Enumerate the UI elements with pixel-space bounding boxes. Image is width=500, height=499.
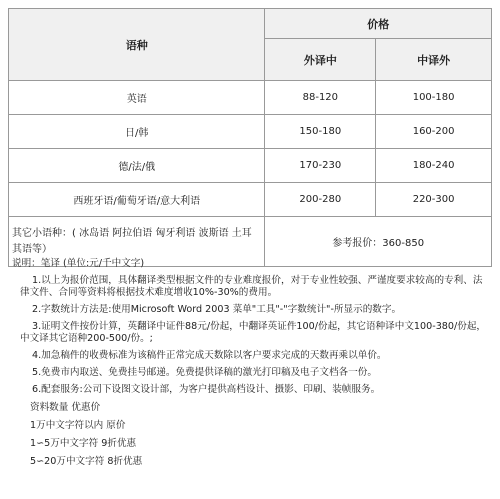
price-table [8, 8, 492, 267]
table-row [9, 115, 492, 149]
row-price-in: 88-120 [265, 81, 376, 115]
note-item: 4.加急稿件的收费标准为该稿件正常完成天数除以客户要求完成的天数再乘以单价。 [32, 350, 387, 361]
note-item: 6.配套服务:公司下设图文设计部，为客户提供高档设计、摄影、印刷、装帧服务。 [32, 384, 381, 395]
header-language: 语种 [9, 9, 265, 81]
row-price-in: 150-180 [265, 115, 376, 149]
row-language: 西班牙语/葡萄牙语/意大利语 [9, 183, 265, 217]
note-item: 1.以上为报价范围，具体翻译类型根据文件的专业难度报价，对于专业性较强、严谨度要求较高的专利、法律文件、合同等资料将根据技术难度增收10%-30%的费用。 [20, 275, 483, 298]
table-row [9, 81, 492, 115]
header-chinese-to-foreign: 中译外 [376, 39, 492, 81]
header-foreign-to-chinese: 外译中 [265, 39, 376, 81]
table-row [9, 183, 492, 217]
notes-section [12, 258, 492, 468]
discount-item: 1∽5万中文字符 9折优惠 [30, 438, 137, 449]
row-language: 日/韩 [9, 115, 265, 149]
row-price-out: 160-200 [376, 115, 492, 149]
row-language: 英语 [9, 81, 265, 115]
discount-item: 1万中文字符以内 原价 [30, 420, 126, 431]
note-item: 2.字数统计方法是:使用Microsoft Word 2003 菜单"工具"-"字数统计"-所显示的数字。 [32, 304, 402, 315]
notes-heading: 说明：笔译 (单位:元/千中文字) [12, 258, 145, 269]
note-item: 3.证明文件按份计算，英翻译中证件88元/份起，中翻译英证件100/份起，其它语种译中文100-380/份起，中文译其它语种200-500/份。; [20, 321, 487, 344]
other-languages: 其它小语种：( 冰岛语 阿拉伯语 匈牙利语 波斯语 土耳其语等） [9, 217, 265, 267]
row-price-out: 180-240 [376, 149, 492, 183]
row-language: 德/法/俄 [9, 149, 265, 183]
note-item: 5.免费市内取送、免费挂号邮递。免费提供译稿的激光打印稿及电子文档各一份。 [32, 367, 377, 378]
row-price-in: 200-280 [265, 183, 376, 217]
discount-item: 5∽20万中文字符 8折优惠 [30, 456, 143, 467]
table-row [9, 149, 492, 183]
row-price-out: 220-300 [376, 183, 492, 217]
discount-title: 资料数量 优惠价 [30, 402, 101, 413]
row-price-in: 170-230 [265, 149, 376, 183]
other-reference-price: 参考报价：360-850 [265, 217, 492, 267]
header-price: 价格 [265, 9, 492, 39]
row-price-out: 100-180 [376, 81, 492, 115]
